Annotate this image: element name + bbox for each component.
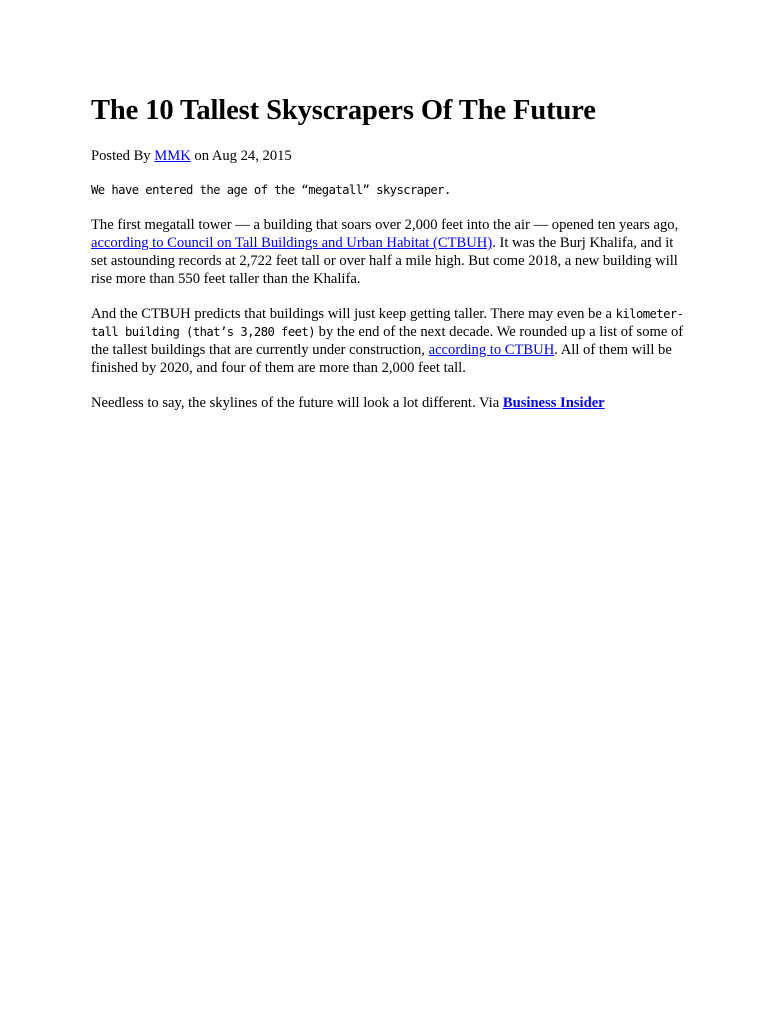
business-insider-link[interactable]: Business Insider <box>502 395 605 412</box>
paragraph-megatall-part1: The first megatall tower — a building that soars over 2,000 feet into the air — opened ten years ago, <box>91 217 679 234</box>
paragraph-intro <box>91 182 691 200</box>
paragraph-megatall <box>91 217 691 288</box>
byline <box>91 148 691 166</box>
ctbuh-council-link[interactable]: according to Council on Tall Buildings and Urban Habitat (CTBUH) <box>91 235 493 252</box>
paragraph-predictions-part1: And the CTBUH predicts that buildings will just keep getting taller. There may even be a <box>91 306 616 323</box>
post-date: Aug 24, 2015 <box>211 148 292 164</box>
author-link[interactable]: MMK <box>154 148 191 164</box>
paragraph-closing <box>91 395 691 413</box>
byline-date-prefix: on <box>190 148 212 164</box>
ctbuh-link[interactable]: according to CTBUH <box>428 341 555 358</box>
intro-text: We have entered the age of the “megatall” skyscraper. <box>91 182 451 197</box>
article <box>91 92 691 431</box>
byline-prefix: Posted By <box>91 148 155 164</box>
paragraph-predictions <box>91 306 691 377</box>
article-title: The 10 Tallest Skyscrapers Of The Future <box>91 95 596 126</box>
paragraph-closing-text: Needless to say, the skylines of the future will look a lot different. Via <box>91 395 503 412</box>
paragraph-predictions-part2: by the end of the next decade. We rounded up a list of some of the tallest buildings that are currently under construction, <box>91 324 684 358</box>
kilometer-tall-phrase: kilometer-tall building (that’s 3,280 feet) <box>91 307 684 340</box>
paragraph-predictions-part3: . All of them will be finished by 2020, and four of them are more than 2,000 feet tall. <box>91 341 672 376</box>
paragraph-megatall-part2: . It was the Burj Khalifa, and it set astounding records at 2,722 feet tall or over half a mile high. But come 2018, a new building will rise more than 550 feet taller than the Khalifa. <box>91 235 678 287</box>
